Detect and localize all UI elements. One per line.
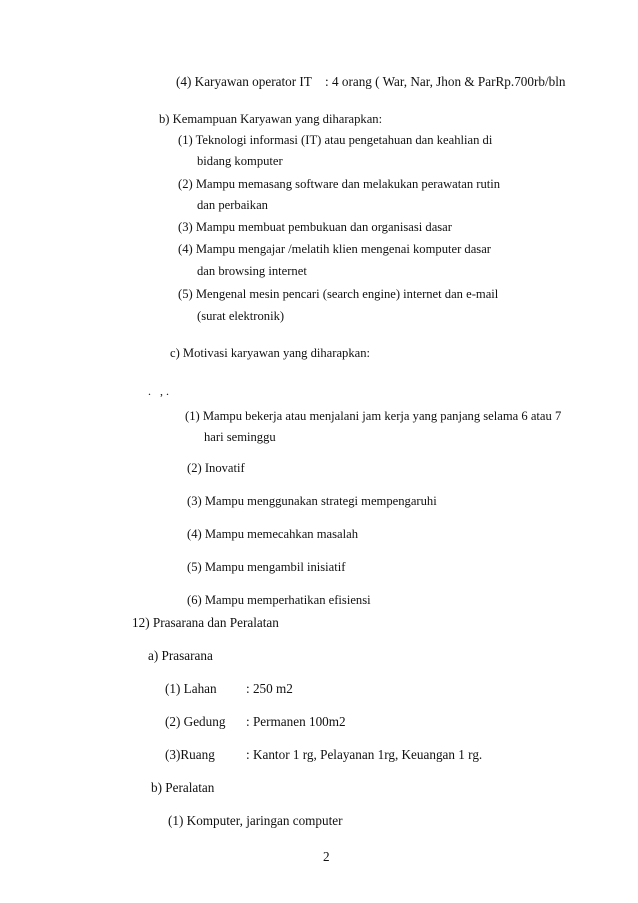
list-item-kemampuan-3: (3) Mampu membuat pembukuan dan organisasi dasar bbox=[178, 220, 452, 234]
heading-motivasi: c) Motivasi karyawan yang diharapkan: bbox=[170, 346, 371, 360]
subheading-prasarana: a) Prasarana bbox=[148, 648, 213, 663]
list-item-kemampuan-4-cont: dan browsing internet bbox=[197, 264, 307, 278]
list-item-kemampuan-2: (2) Mampu memasang software dan melakukan perawatan rutin bbox=[178, 177, 501, 191]
line-karyawan-operator: (4) Karyawan operator IT bbox=[176, 74, 312, 89]
list-item-kemampuan-1: (1) Teknologi informasi (IT) atau pengetahuan dan keahlian di bbox=[178, 133, 493, 147]
list-item-kemampuan-4: (4) Mampu mengajar /melatih klien mengenai komputer dasar bbox=[178, 242, 491, 256]
item-komputer: (1) Komputer, jaringan computer bbox=[168, 813, 343, 828]
item-lahan-value: : 250 m2 bbox=[246, 681, 293, 696]
item-ruang-label: (3)Ruang bbox=[165, 747, 215, 762]
item-gedung-label: (2) Gedung bbox=[165, 714, 226, 729]
item-gedung-value: : Permanen 100m2 bbox=[246, 714, 346, 729]
subheading-peralatan: b) Peralatan bbox=[151, 780, 215, 795]
page-number: 2 bbox=[323, 849, 330, 864]
list-item-motivasi-3: (3) Mampu menggunakan strategi mempengaruhi bbox=[187, 494, 437, 508]
list-item-motivasi-4: (4) Mampu memecahkan masalah bbox=[187, 527, 358, 541]
heading-kemampuan: b) Kemampuan Karyawan yang diharapkan: bbox=[159, 112, 383, 126]
list-item-motivasi-1-cont: hari seminggu bbox=[204, 430, 276, 444]
list-item-kemampuan-5-cont: (surat elektronik) bbox=[197, 309, 285, 323]
list-item-kemampuan-5: (5) Mengenal mesin pencari (search engine) internet dan e-mail bbox=[178, 287, 499, 301]
list-item-motivasi-6: (6) Mampu memperhatikan efisiensi bbox=[187, 593, 371, 607]
list-item-kemampuan-2-cont: dan perbaikan bbox=[197, 198, 268, 212]
list-item-motivasi-2: (2) Inovatif bbox=[187, 461, 245, 475]
list-item-motivasi-5: (5) Mampu mengambil inisiatif bbox=[187, 560, 346, 574]
section-heading-prasarana-peralatan: 12) Prasarana dan Peralatan bbox=[132, 615, 279, 630]
item-lahan-label: (1) Lahan bbox=[165, 681, 217, 696]
stray-marks: . ,. bbox=[148, 384, 172, 398]
item-ruang-value: : Kantor 1 rg, Pelayanan 1rg, Keuangan 1 rg. bbox=[246, 747, 483, 762]
line-karyawan-operator-value: : 4 orang ( War, Nar, Jhon & ParRp.700rb/bln bbox=[325, 74, 566, 89]
list-item-kemampuan-1-cont: bidang komputer bbox=[197, 154, 283, 168]
list-item-motivasi-1: (1) Mampu bekerja atau menjalani jam kerja yang panjang selama 6 atau 7 bbox=[185, 409, 562, 423]
